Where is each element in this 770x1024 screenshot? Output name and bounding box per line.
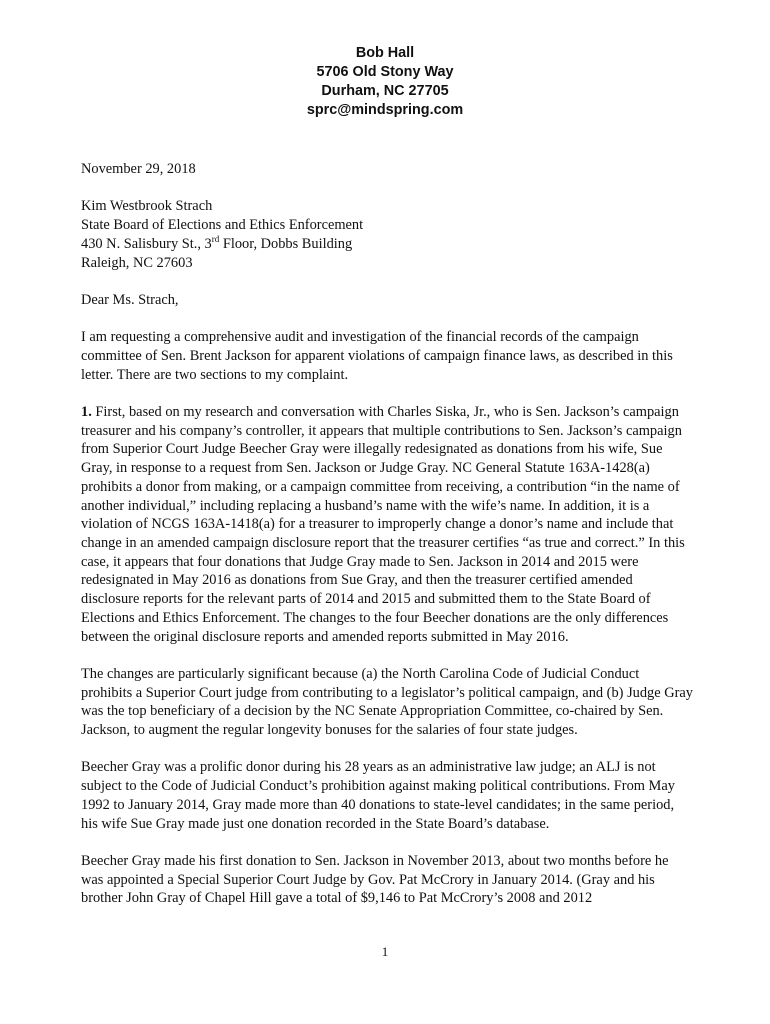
section-1-text: First, based on my research and conversation with Charles Siska, Jr., who is Sen. Jackson’s campaign treasurer and his company’s controller, it appears that multiple contributions to Sen. Jackson’s campaign from Superior Court Judge Beecher Gray were illegally redesignated as donations from his wife, Sue Gray, in response to a request from Sen. Jackson or Judge Gray. NC General Statute 163A-1428(a) prohibits a donor from making, or a campaign committee from receiving, a contribution “in the name of another individual,” including replacing a husband’s name with the wife’s name. In addition, it is a violation of NCGS 163A-1418(a) for a treasurer to improperly change a donor’s name and include that change in an amended campaign disclosure report that the treasurer certifies “as true and correct.” In this case, it appears that four donations that Judge Gray made to Sen. Jackson in 2014 and 2015 were redesignated in May 2016 as donations from Sue Gray, and then the treasurer certified amended disclosure reports for the relevant parts of 2014 and 2015 and submitted them to the State Board of Elections and Ethics Enforcement. The changes to the four Beecher donations are the only differences between the original disclosure reports and amended reports submitted in May 2016.	[81, 404, 685, 645]
paragraph-first-donation: Beecher Gray made his first donation to Sen. Jackson in November 2013, about two months before he was appointed a Special Superior Court Judge by Gov. Pat McCrory in January 2014. (Gray and his brother John Gray of Chapel Hill gave a total of $9,146 to Pat McCrory’s 2008 and 2012	[81, 852, 669, 907]
sender-street: 5706 Old Stony Way	[316, 64, 454, 80]
page-number: 1	[381, 944, 389, 959]
salutation: Dear Ms. Strach,	[81, 291, 179, 308]
recipient-name: Kim Westbrook Strach	[81, 198, 213, 215]
paragraph-intro: I am requesting a comprehensive audit and investigation of the financial records of the campaign committee of Sen. Brent Jackson for apparent violations of campaign finance laws, as described in this letter. There are two sections to my complaint.	[81, 329, 673, 383]
recipient-address-main: 430 N. Salisbury St., 3	[81, 235, 212, 252]
sender-city: Durham, NC 27705	[321, 83, 449, 99]
recipient-address	[81, 235, 693, 254]
letterhead	[0, 44, 770, 120]
recipient-address-sup: rd	[211, 234, 220, 244]
paragraph-changes: The changes are particularly significant because (a) the North Carolina Code of Judicial Conduct prohibits a Superior Court judge from contributing to a legislator’s political campaign, and (b) Judge Gray was the top beneficiary of a decision by the NC Senate Appropriation Committee, co-chaired by Sen. Jackson, to augment the regular longevity bonuses for the salaries of four state judges.	[81, 665, 694, 739]
letter-date: November 29, 2018	[81, 161, 196, 177]
paragraph-section-1	[81, 403, 693, 646]
recipient-city: Raleigh, NC 27603	[81, 254, 193, 271]
recipient-org: State Board of Elections and Ethics Enforcement	[81, 217, 364, 234]
sender-name: Bob Hall	[355, 45, 415, 61]
recipient-block	[81, 197, 693, 272]
recipient-address-rest: Floor, Dobbs Building	[219, 235, 353, 252]
paragraph-prolific-donor: Beecher Gray was a prolific donor during his 28 years as an administrative law judge; an ALJ is not subject to the Code of Judicial Conduct’s prohibition against making political contributions. From May 1992 to January 2014, Gray made more than 40 donations to state-level candidates; in the same period, his wife Sue Gray made just one donation recorded in the State Board’s database.	[81, 759, 675, 832]
section-1-number: 1.	[81, 404, 92, 421]
sender-email: sprc@mindspring.com	[306, 102, 464, 118]
letter-body	[81, 160, 693, 927]
